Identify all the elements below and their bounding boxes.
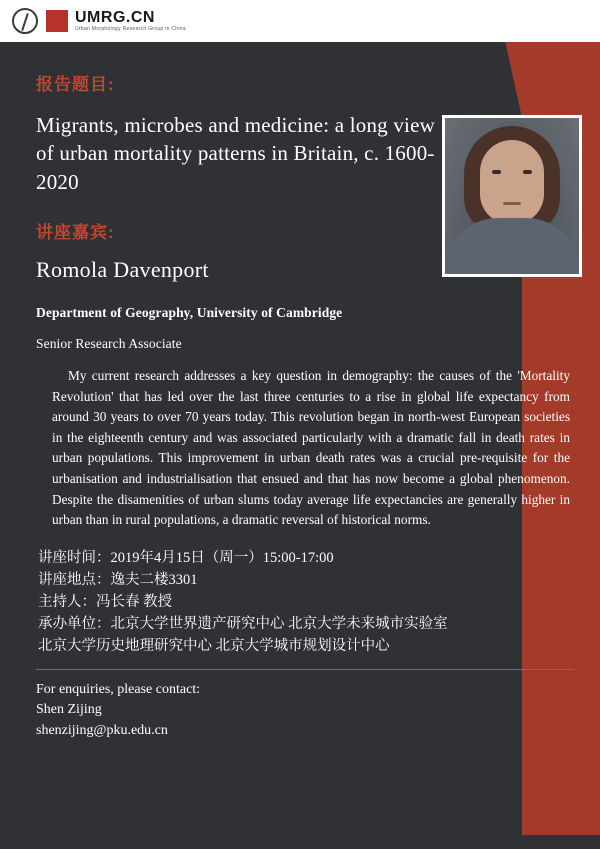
detail-host: 主持人：冯长春 教授 (38, 593, 173, 610)
event-details (36, 547, 574, 657)
brand-title: UMRG.CN (75, 8, 155, 26)
speaker-name: Romola Davenport (36, 257, 209, 283)
speaker-affiliation: Department of Geography, University of Cambridge (36, 305, 343, 321)
speaker-position: Senior Research Associate (36, 336, 182, 352)
portrait-eye-left (492, 170, 501, 174)
divider (36, 669, 574, 670)
header-bar (0, 0, 600, 42)
speaker-portrait (442, 115, 582, 277)
contact-email: shenzijing@pku.edu.cn (36, 722, 168, 738)
brand-subtitle: Urban Morphology Research Group in China (75, 25, 186, 32)
detail-organizers-line2: 北京大学历史地理研究中心 北京大学城市规划设计中心 (38, 638, 390, 655)
detail-organizers-line1: 承办单位：北京大学世界遗产研究中心 北京大学未来城市实验室 (38, 616, 448, 632)
contact-block (36, 680, 574, 741)
guest-label: 讲座嘉宾: (36, 223, 115, 243)
portrait-eye-right (523, 170, 532, 174)
umrg-circle-icon (12, 8, 38, 34)
abstract-text: My current research addresses a key question in demography: the causes of the 'Mortality Revolution' that has led over the last three centuries to a rise in global life expectancy from around 30 years to over 70 years today. This revolution began in north-west European societies in the eighteenth century and was associated particularly with a dramatic fall in death rates in urban populations. This improvement in urban death rates was a crucial pre-requisite for the urbanisation and industrialisation that ensued and that has now become a global phenomenon. Despite the disamenities of urban slums today average life expectancies are generally higher in urban than in rural populations, a dramatic reversal of historical norms. (52, 368, 570, 528)
contact-name: Shen Zijing (36, 702, 102, 718)
detail-time: 讲座时间：2019年4月15日（周一）15:00-17:00 (38, 549, 334, 566)
portrait-face (480, 140, 544, 224)
portrait-mouth (503, 202, 521, 205)
red-square-icon (46, 10, 68, 32)
talk-title: Migrants, microbes and medicine: a long view of urban mortality patterns in Britain, c. 1600-2020 (36, 113, 435, 194)
topic-label: 报告题目: (36, 75, 115, 94)
detail-venue: 讲座地点：逸夫二楼3301 (38, 571, 198, 588)
contact-prompt: For enquiries, please contact: (36, 682, 201, 698)
bottom-bar (0, 835, 600, 849)
brand-block (75, 10, 186, 32)
